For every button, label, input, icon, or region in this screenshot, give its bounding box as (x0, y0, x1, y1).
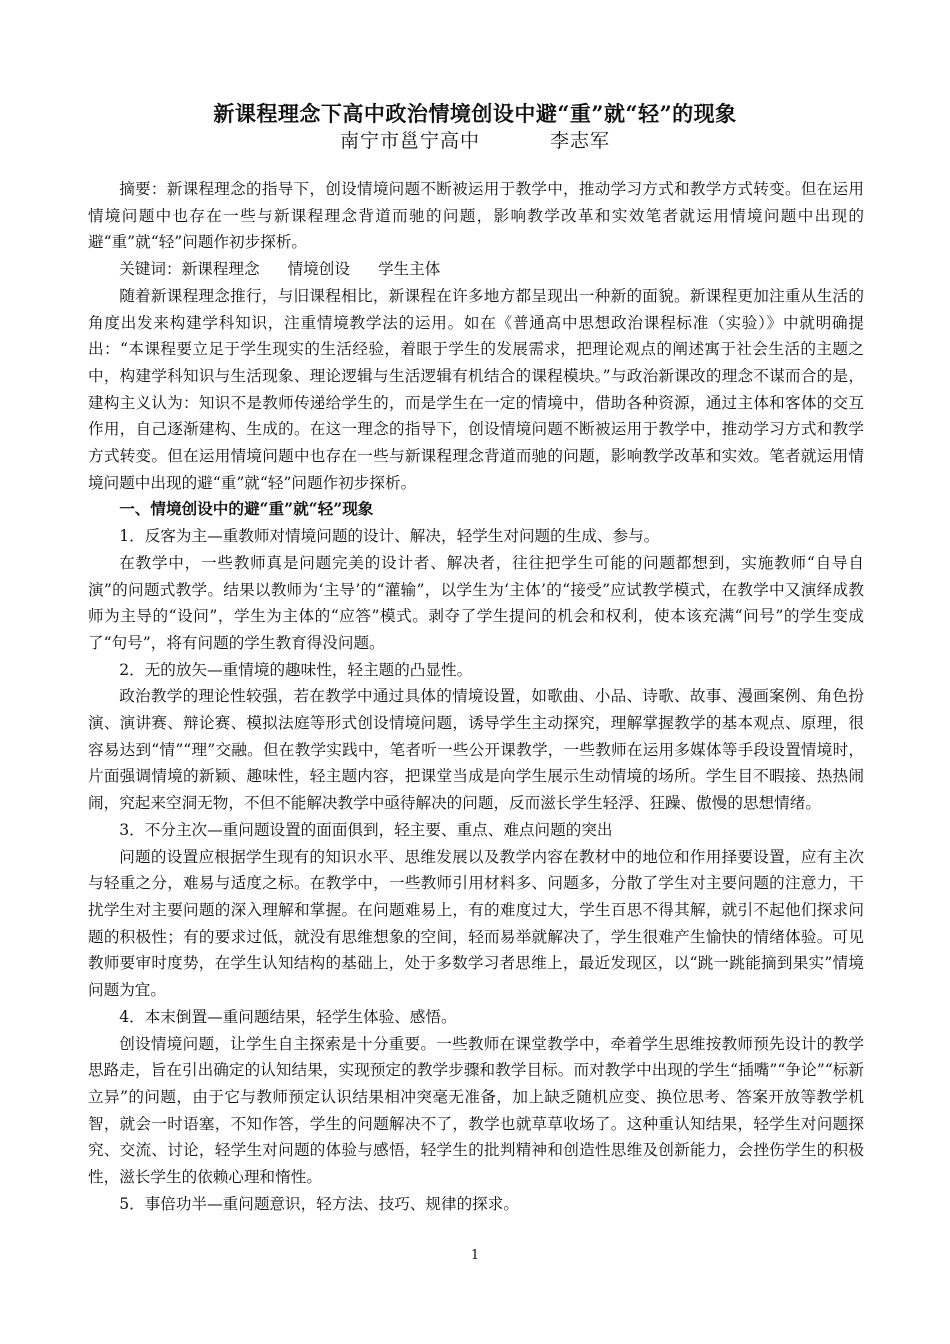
author-byline (80, 126, 870, 153)
point-body: 问题的设置应根据学生现有的知识水平、思维发展以及教学内容在教材中的地位和作用择要设置，应有主次与轻重之分，难易与适度之标。在教学中，一些教师引用材料多、问题多，分散了学生对主要问题的注意力，干扰学生对主要问题的深入理解和掌握。在问题难易上，有的难度过大，学生百思不得其解，就引不起他们探求问题的积极性；有的要求过低，就没有思维想象的空间，轻而易举就解决了，学生很难产生愉快的情绪体验。可见教师要审时度势，在学生认知结构的基础上，处于多数学习者思维上，最近发现区，以“跳一跳能摘到果实”情境问题为宜。 (88, 847, 864, 1000)
document-body (88, 176, 864, 1217)
author-name: 李志军 (550, 130, 611, 152)
point-body: 创设情境问题，让学生自主探索是十分重要。一些教师在课堂教学中，牵着学生思维按教师预先设计的教学思路走，旨在引出确定的认知结果，实现预定的教学步骤和教学目标。而对教学中出现的学生“插嘴”“争论”“标新立异”的问题，由于它与教师预定认识结果相冲突毫无准备，加上缺乏随机应变、换位思考、答案开放等教学机智，就会一时语塞，不知作答，学生的问题解决不了，教学也就草草收场了。这种重认知结果，轻学生对问题探究、交流、讨论，轻学生对问题的体验与感悟，轻学生的批判精神和创造性思维及创新能力，会挫伤学生的积极性，滋长学生的依赖心理和惰性。 (88, 1034, 864, 1187)
point-heading: 2．无的放矢—重情境的趣味性，轻主题的凸显性。 (119, 660, 473, 679)
point-heading: 5．事倍功半—重问题意识，轻方法、技巧、规律的探求。 (119, 1194, 519, 1213)
intro-paragraph: 随着新课程理念推行，与旧课程相比，新课程在许多地方都呈现出一种新的面貌。新课程更加注重从生活的角度出发来构建学科知识，注重情境教学法的运用。如在《普通高中思想政治课程标准（实验）》中就明确提出：“本课程要立足于学生现实的生活经验，着眼于学生的发展需求，把理论观点的阐述寓于社会生活的主题之中，构建学科知识与生活现象、理论逻辑与生活逻辑有机结合的课程模块。”与政治新课改的理念不谋而合的是，建构主义认为：知识不是教师传递给学生的，而是学生在一定的情境中，借助各种资源，通过主体和客体的交互作用，自己逐渐建构、生成的。在这一理念的指导下，创设情境问题不断被运用于教学中，推动学习方式和教学方式转变。但在运用情境问题中也存在一些与新课程理念背道而驰的问题，影响教学改革和实效。笔者就运用情境问题中出现的避“重”就“轻”问题作初步探析。 (88, 286, 864, 492)
point-body: 在教学中，一些教师真是问题完美的设计者、解决者，往往把学生可能的问题都想到，实施教师“自导自演”的问题式教学。结果以教师为‘主导’的“灌输”，以学生为‘主体’的“接受”应试教学模式，在教学中又演绎成教师为主导的“设问”，学生为主体的“应答”模式。剥夺了学生提问的机会和权利，使本该充满“问号”的学生变成了“句号”，将有问题的学生教育得没问题。 (88, 553, 864, 652)
point-heading: 3．不分主次—重问题设置的面面俱到，轻主要、重点、难点问题的突出 (119, 820, 613, 839)
keyword-item: 学生主体 (377, 260, 441, 279)
section-heading: 一、情境创设中的避“重”就“轻”现象 (119, 499, 374, 519)
page-number: 1 (470, 1248, 480, 1263)
keywords-label: 关键词： (119, 260, 182, 279)
keyword-item: 情境创设 (287, 260, 350, 279)
school-name: 南宁市邕宁高中 (339, 130, 480, 152)
document-title: 新课程理念下高中政治情境创设中避“重”就“轻”的现象 (213, 101, 737, 126)
abstract-paragraph: 摘要：新课程理念的指导下，创设情境问题不断被运用于教学中，推动学习方式和教学方式转变。但在运用情境问题中也存在一些与新课程理念背道而驰的问题，影响教学改革和实效笔者就运用情境问题中出现的避“重”就“轻”问题作初步探析。 (88, 180, 864, 252)
point-heading: 1．反客为主—重教师对情境问题的设计、解决，轻学生对问题的生成、参与。 (119, 527, 660, 546)
point-body: 政治教学的理论性较强，若在教学中通过具体的情境设置，如歌曲、小品、诗歌、故事、漫画案例、角色扮演、演讲赛、辩论赛、模拟法庭等形式创设情境问题，诱导学生主动探究，理解掌握教学的基本观点、原理，很容易达到“情”“理”交融。但在教学实践中，笔者听一些公开课教学，一些教师在运用多媒体等手段设置情境时，片面强调情境的新颖、趣味性，轻主题内容，把课堂当成是向学生展示生动情境的场所。学生目不暇接、热热闹闹，究起来空洞无物，不但不能解决教学中亟待解决的问题，反而滋长学生轻浮、狂躁、傲慢的思想情绪。 (88, 687, 864, 813)
keyword-item: 新课程理念 (181, 260, 260, 279)
keywords-line (88, 256, 864, 283)
point-heading: 4．本末倒置—重问题结果，轻学生体验、感悟。 (119, 1007, 457, 1026)
